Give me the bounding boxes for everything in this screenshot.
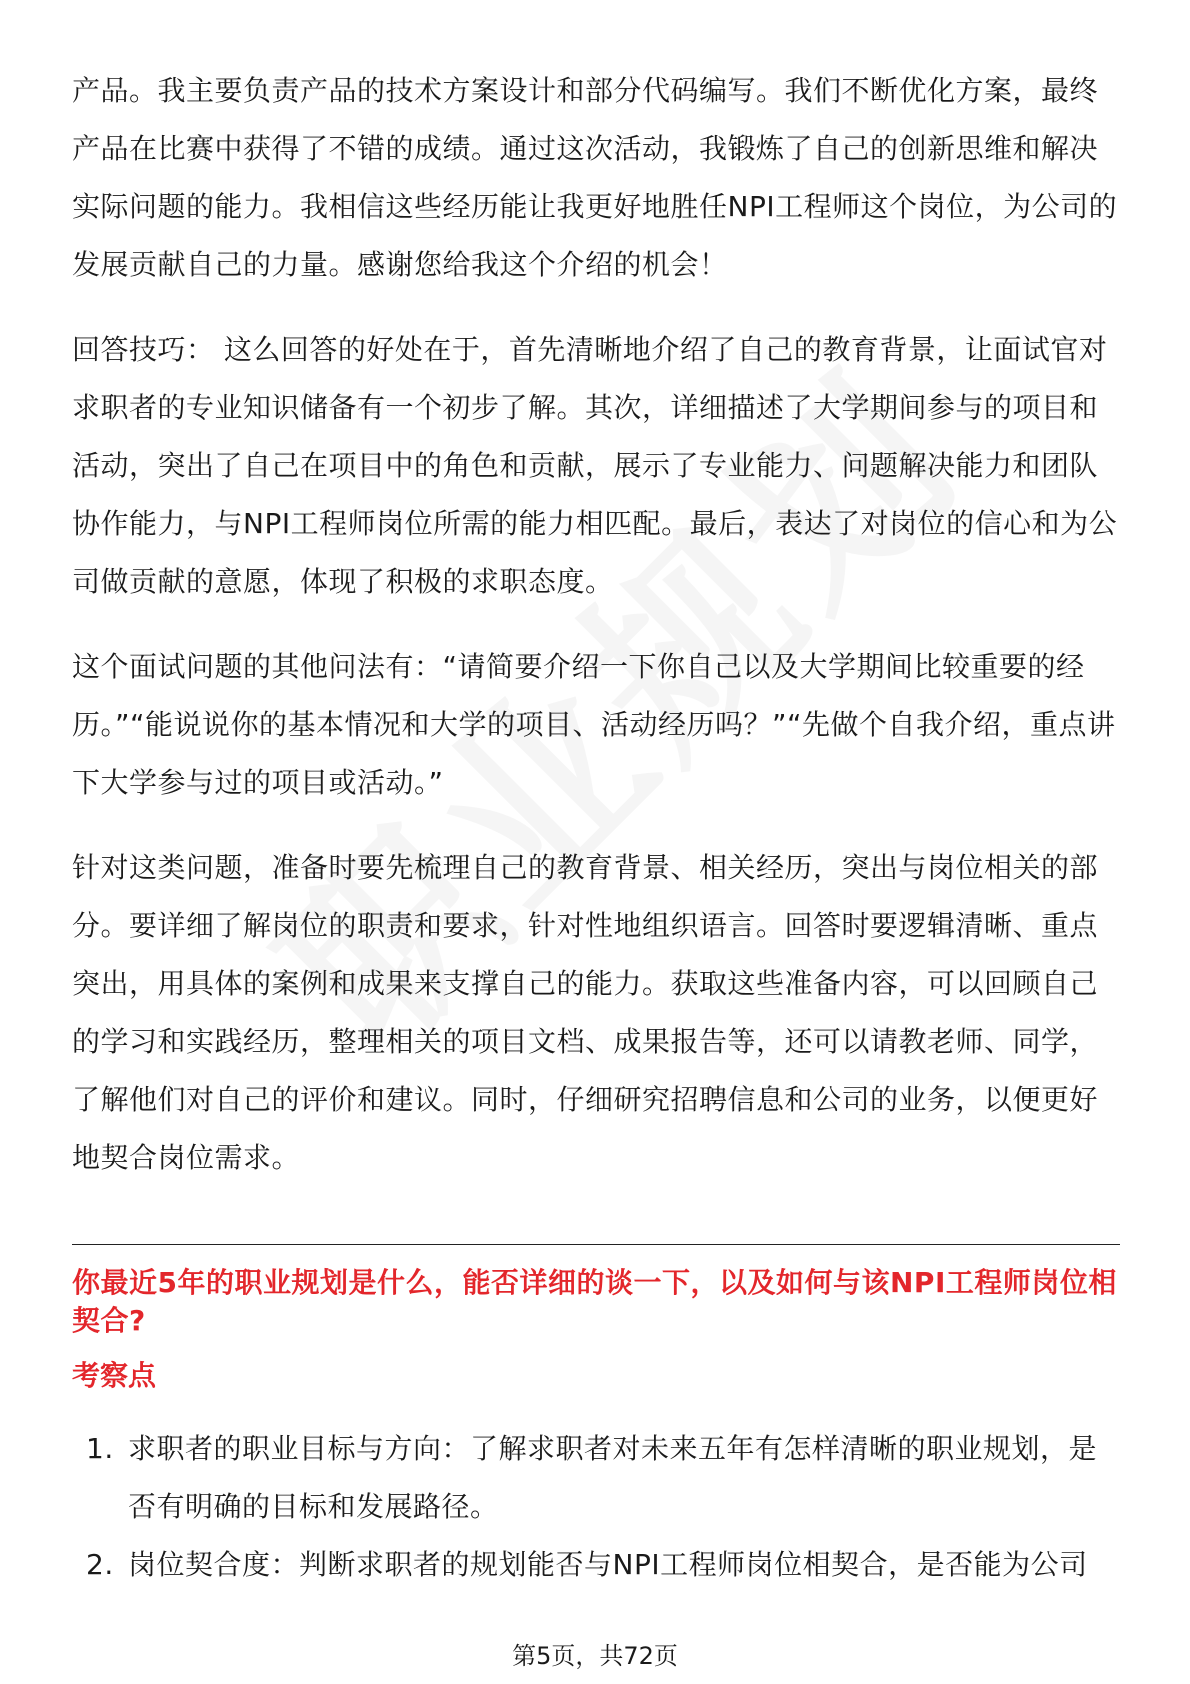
paragraph-alternative-questions: 这个面试问题的其他问法有：“请简要介绍一下你自己以及大学期间比较重要的经历。”“能说说你的基本情况和大学的项目、活动经历吗？”“先做个自我介绍，重点讲下大学参与过的项目或活动。” (72, 650, 1116, 799)
list-item-text: 岗位契合度：判断求职者的规划能否与NPI工程师岗位相契合，是否能为公司 (128, 1548, 1088, 1581)
assessment-points-list (72, 1420, 1120, 1594)
document-body (72, 62, 1120, 1214)
page-footer: 第5页，共72页 (512, 1642, 678, 1670)
list-item-number: 2. (86, 1548, 114, 1581)
interview-question-heading: 你最近5年的职业规划是什么，能否详细的谈一下，以及如何与该NPI工程师岗位相契合? (72, 1266, 1117, 1337)
section-divider (72, 1244, 1120, 1245)
paragraph-answer-tips: 回答技巧： 这么回答的好处在于，首先清晰地介绍了自己的教育背景，让面试官对求职者的专业知识储备有一个初步了解。其次，详细描述了大学期间参与的项目和活动，突出了自己在项目中的角色和贡献，展示了专业能力、问题解决能力和团队协作能力，与NPI工程师岗位所需的能力相匹配。最后，表达了对岗位的信心和为公司做贡献的意愿，体现了积极的求职态度。 (72, 333, 1118, 598)
list-item-number: 1. (86, 1432, 114, 1465)
paragraph-preparation-advice: 针对这类问题，准备时要先梳理自己的教育背景、相关经历，突出与岗位相关的部分。要详细了解岗位的职责和要求，针对性地组织语言。回答时要逻辑清晰、重点突出，用具体的案例和成果来支撑自己的能力。获取这些准备内容，可以回顾自己的学习和实践经历，整理相关的项目文档、成果报告等，还可以请教老师、同学，了解他们对自己的评价和建议。同时，仔细研究招聘信息和公司的业务，以便更好地契合岗位需求。 (72, 851, 1099, 1174)
list-item-text: 求职者的职业目标与方向：了解求职者对未来五年有怎样清晰的职业规划，是否有明确的目标和发展路径。 (128, 1432, 1098, 1523)
paragraph-answer-ending: 产品。我主要负责产品的技术方案设计和部分代码编写。我们不断优化方案，最终产品在比赛中获得了不错的成绩。通过这次活动，我锻炼了自己的创新思维和解决实际问题的能力。我相信这些经历能让我更好地胜任NPI工程师这个岗位，为公司的发展贡献自己的力量。感谢您给我这个介绍的机会！ (72, 74, 1118, 281)
list-item (72, 1536, 1120, 1594)
list-item (72, 1420, 1120, 1536)
assessment-points-title: 考察点 (72, 1359, 157, 1392)
